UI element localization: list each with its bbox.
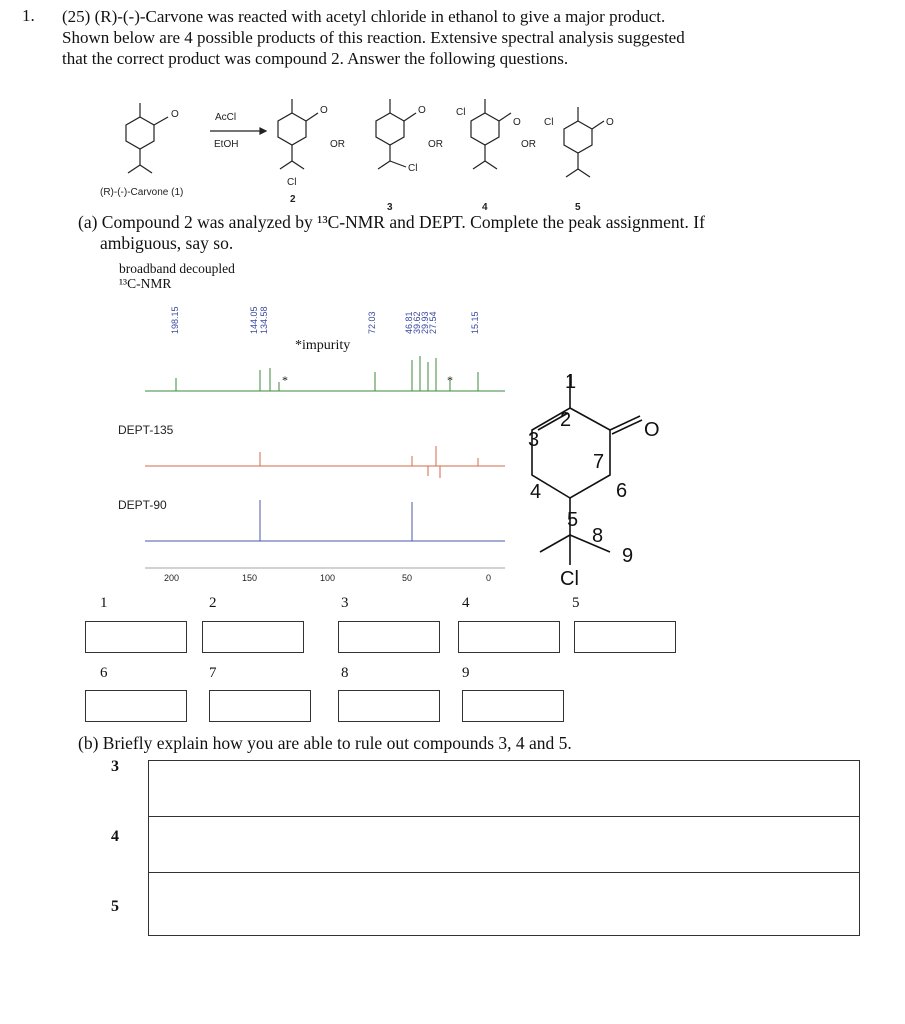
dept90-label: DEPT-90 [118, 498, 167, 512]
part-a-line-2: ambiguous, say so. [100, 233, 234, 253]
impurity-label: *impurity [295, 338, 351, 353]
carbon-8-answer-box[interactable] [338, 690, 440, 722]
intro-line-1: (25) (R)-(-)-Carvone was reacted with acetyl chloride in ethanol to give a major product. [62, 7, 666, 26]
peak-label-15: 15.15 [470, 311, 480, 334]
question-number: 1. [22, 6, 35, 25]
carbon-7-answer-box[interactable] [209, 690, 311, 722]
part-b-label-5: 5 [111, 898, 119, 915]
structure-num-7: 7 [593, 451, 605, 473]
or-3: OR [521, 139, 536, 150]
part-b-label-4: 4 [111, 828, 119, 845]
rule-out-4-answer-box[interactable] [148, 816, 860, 873]
carbon-6-answer-box[interactable] [85, 690, 187, 722]
structure-num-9: 9 [622, 545, 634, 567]
compound-2-structure [278, 99, 318, 169]
rule-out-5-answer-box[interactable] [148, 872, 860, 936]
peak-label-72: 72.03 [367, 311, 377, 334]
intro-line-3: that the correct product was compound 2. Answer the following questions. [62, 49, 569, 68]
reaction-scheme [60, 95, 820, 210]
structure-num-2: 2 [560, 409, 572, 431]
scheme-Cl-4: Cl [456, 107, 466, 118]
carvone-structure [126, 103, 168, 173]
impurity-star-1: * [282, 373, 288, 387]
peak-label-46: 46.81 [404, 311, 414, 334]
carvone-label: (R)-(-)-Carvone (1) [100, 187, 184, 198]
compound-3-structure [376, 99, 416, 169]
carbon-3-answer-box[interactable] [338, 621, 440, 653]
compound-2-numbered-structure [520, 370, 690, 620]
box-label-3: 3 [341, 595, 349, 611]
box-label-7: 7 [209, 665, 217, 681]
scheme-Cl-3: Cl [408, 163, 418, 174]
axis-tick-50: 50 [402, 573, 413, 583]
or-1: OR [330, 139, 345, 150]
compound-4-structure [471, 99, 511, 169]
peak-label-144: 144.05 [249, 306, 259, 334]
compound-2-label: 2 [290, 194, 296, 205]
carbon-5-answer-box[interactable] [574, 621, 676, 653]
impurity-star-2: * [447, 373, 453, 387]
peak-label-134: 134.58 [259, 306, 269, 334]
compound-4-label: 4 [482, 202, 488, 210]
compound-5-structure [564, 107, 604, 177]
spectrum-title-line-1: broadband decoupled [119, 261, 235, 276]
box-label-2: 2 [209, 595, 217, 611]
box-label-5: 5 [572, 595, 580, 611]
carbon-4-answer-box[interactable] [458, 621, 560, 653]
box-label-6: 6 [100, 665, 108, 681]
peak-label-39: 39.62 [412, 311, 422, 334]
compound-5-label: 5 [575, 202, 581, 210]
box-label-4: 4 [462, 595, 470, 611]
scheme-O-5: O [606, 117, 614, 128]
reagent-bottom: EtOH [214, 139, 239, 150]
axis-tick-100: 100 [320, 573, 336, 583]
carbon-2-answer-box[interactable] [202, 621, 304, 653]
scheme-Cl-2: Cl [287, 177, 297, 188]
axis-tick-200: 200 [164, 573, 180, 583]
structure-Cl: Cl [560, 568, 579, 590]
rule-out-3-answer-box[interactable] [148, 760, 860, 817]
peak-label-27: 27.54 [428, 311, 438, 334]
part-b-label-3: 3 [111, 758, 119, 775]
dept135-trace [145, 446, 505, 478]
scheme-O-2: O [320, 105, 328, 116]
part-a-line-1: (a) Compound 2 was analyzed by ¹³C-NMR and DEPT. Complete the peak assignment. If [78, 212, 705, 232]
structure-num-3: 3 [528, 429, 540, 451]
dept135-label: DEPT-135 [118, 423, 174, 437]
box-label-1: 1 [100, 595, 108, 611]
nmr-spectra [110, 296, 520, 596]
structure-num-8: 8 [592, 525, 604, 547]
structure-num-1: 1 [565, 371, 577, 393]
scheme-Cl-5: Cl [544, 117, 554, 128]
intro-line-2: Shown below are 4 possible products of this reaction. Extensive spectral analysis suggested [62, 28, 685, 47]
carbon-1-answer-box[interactable] [85, 621, 187, 653]
box-label-8: 8 [341, 665, 349, 681]
question-intro [62, 6, 862, 69]
structure-num-4: 4 [530, 481, 542, 503]
box-label-9: 9 [462, 665, 470, 681]
axis-tick-150: 150 [242, 573, 258, 583]
part-a-prompt [78, 212, 838, 254]
scheme-O-1: O [171, 109, 179, 120]
axis-tick-0: 0 [486, 573, 492, 583]
scheme-O-3: O [418, 105, 426, 116]
spectrum-title-line-2: ¹³C-NMR [119, 276, 172, 291]
scheme-O-4: O [513, 117, 521, 128]
structure-num-6: 6 [616, 480, 628, 502]
dept90-trace [145, 500, 505, 541]
peak-label-198: 198.15 [170, 306, 180, 334]
part-b-prompt: (b) Briefly explain how you are able to rule out compounds 3, 4 and 5. [78, 733, 572, 753]
or-2: OR [428, 139, 443, 150]
compound-3-label: 3 [387, 202, 393, 210]
structure-num-5: 5 [567, 509, 579, 531]
structure-O: O [644, 419, 660, 441]
carbon-9-answer-box[interactable] [462, 690, 564, 722]
reagent-top: AcCl [215, 112, 237, 123]
spectrum-title [119, 261, 235, 291]
peak-label-29: 29.93 [420, 311, 430, 334]
